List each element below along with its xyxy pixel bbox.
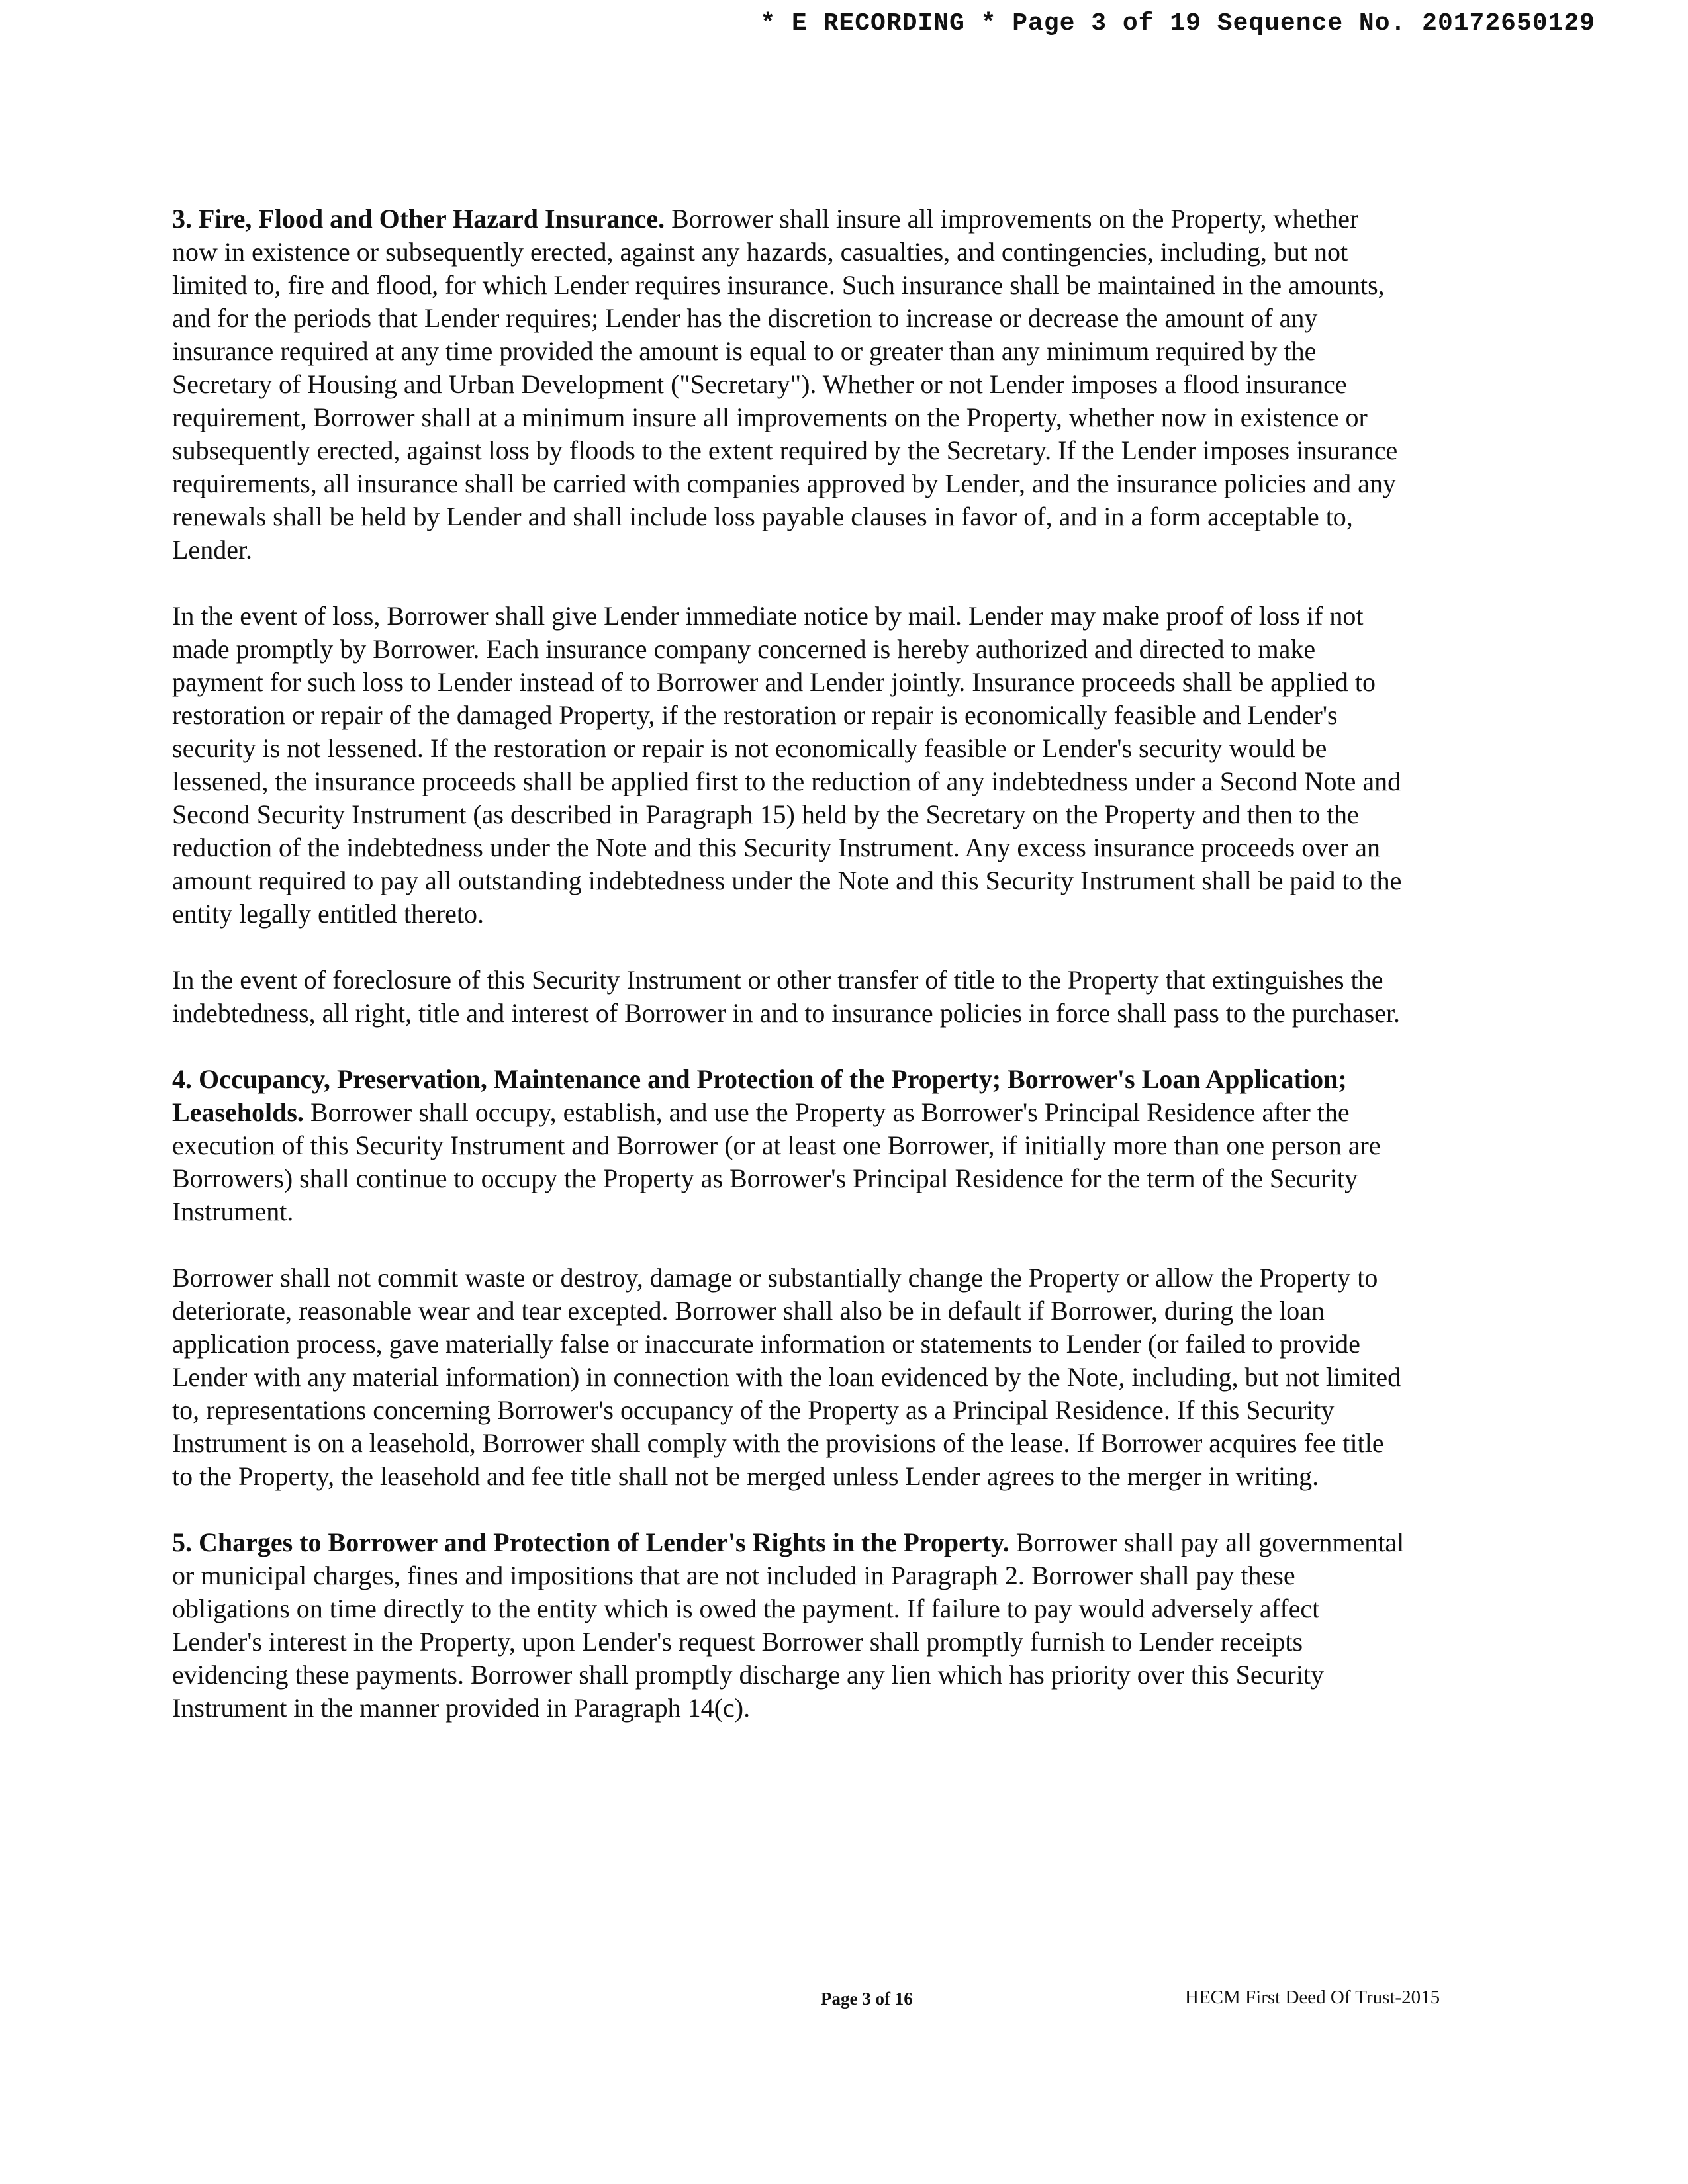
- loss-paragraph: [172, 600, 1410, 931]
- document-body: [172, 203, 1410, 1758]
- footer-document-title: HECM First Deed Of Trust-2015: [1185, 1987, 1440, 2008]
- section-4-text: Borrower shall occupy, establish, and use the Property as Borrower's Principal Residence after the execution of this Security Instrument and Borrower (or at least one Borrower, if initially more than one person are Borrowers) shall continue to occupy the Property as Borrower's Principal Residence for the term of the Security Instrument.: [172, 1097, 1381, 1226]
- waste-paragraph: [172, 1261, 1410, 1493]
- section-4-paragraph: [172, 1063, 1410, 1228]
- section-5-paragraph: [172, 1526, 1410, 1725]
- section-5-heading: 5. Charges to Borrower and Protection of Lender's Rights in the Property.: [172, 1527, 1009, 1557]
- footer-page-number: Page 3 of 16: [821, 1989, 913, 2009]
- foreclosure-paragraph: [172, 964, 1410, 1030]
- recording-header: * E RECORDING * Page 3 of 19 Sequence No. 20172650129: [760, 9, 1595, 38]
- section-4-heading: 4. Occupancy, Preservation, Maintenance and Protection of the Property; Borrower's Loan Application; Leaseholds.: [172, 1064, 1347, 1127]
- section-3-text: Borrower shall insure all improvements on the Property, whether now in existence or subsequently erected, against any hazards, casualties, and contingencies, including, but not limited to, fire and flood, for which Lender requires insurance. Such insurance shall be maintained in the amounts, and for the periods that Lender requires; Lender has the discretion to increase or decrease the amount of any insurance required at any time provided the amount is equal to or greater than any minimum required by the Secretary of Housing and Urban Development ("Secretary"). Whether or not Lender imposes a flood insurance requirement, Borrower shall at a minimum insure all improvements on the Property, whether now in existence or subsequently erected, against loss by floods to the extent required by the Secretary. If the Lender imposes insurance requirements, all insurance shall be carried with companies approved by Lender, and the insurance policies and any renewals shall be held by Lender and shall include loss payable clauses in favor of, and in a form acceptable to, Lender.: [172, 204, 1398, 565]
- section-5-text: Borrower shall pay all governmental or municipal charges, fines and impositions that are not included in Paragraph 2. Borrower shall pay these obligations on time directly to the entity which is owed the payment. If failure to pay would adversely affect Lender's interest in the Property, upon Lender's request Borrower shall promptly furnish to Lender receipts evidencing these payments. Borrower shall promptly discharge any lien which has priority over this Security Instrument in the manner provided in Paragraph 14(c).: [172, 1527, 1405, 1723]
- foreclosure-text: In the event of foreclosure of this Security Instrument or other transfer of title to the Property that extinguishes the indebtedness, all right, title and interest of Borrower in and to insurance policies in force shall pass to the purchaser.: [172, 965, 1401, 1028]
- section-3-heading: 3. Fire, Flood and Other Hazard Insurance.: [172, 204, 665, 234]
- loss-text: In the event of loss, Borrower shall give Lender immediate notice by mail. Lender may make proof of loss if not made promptly by Borrower. Each insurance company concerned is hereby authorized and directed to make payment for such loss to Lender instead of to Borrower and Lender jointly. Insurance proceeds shall be applied to restoration or repair of the damaged Property, if the restoration or repair is economically feasible and Lender's security is not lessened. If the restoration or repair is not economically feasible or Lender's security would be lessened, the insurance proceeds shall be applied first to the reduction of any indebtedness under a Second Note and Second Security Instrument (as described in Paragraph 15) held by the Secretary on the Property and then to the reduction of the indebtedness under the Note and this Security Instrument. Any excess insurance proceeds over an amount required to pay all outstanding indebtedness under the Note and this Security Instrument shall be paid to the entity legally entitled thereto.: [172, 601, 1402, 929]
- section-3-paragraph: [172, 203, 1410, 567]
- waste-text: Borrower shall not commit waste or destroy, damage or substantially change the Property or allow the Property to deteriorate, reasonable wear and tear excepted. Borrower shall also be in default if Borrower, during the loan application process, gave materially false or inaccurate information or statements to Lender (or failed to provide Lender with any material information) in connection with the loan evidenced by the Note, including, but not limited to, representations concerning Borrower's occupancy of the Property as a Principal Residence. If this Security Instrument is on a leasehold, Borrower shall comply with the provisions of the lease. If Borrower acquires fee title to the Property, the leasehold and fee title shall not be merged unless Lender agrees to the merger in writing.: [172, 1263, 1401, 1491]
